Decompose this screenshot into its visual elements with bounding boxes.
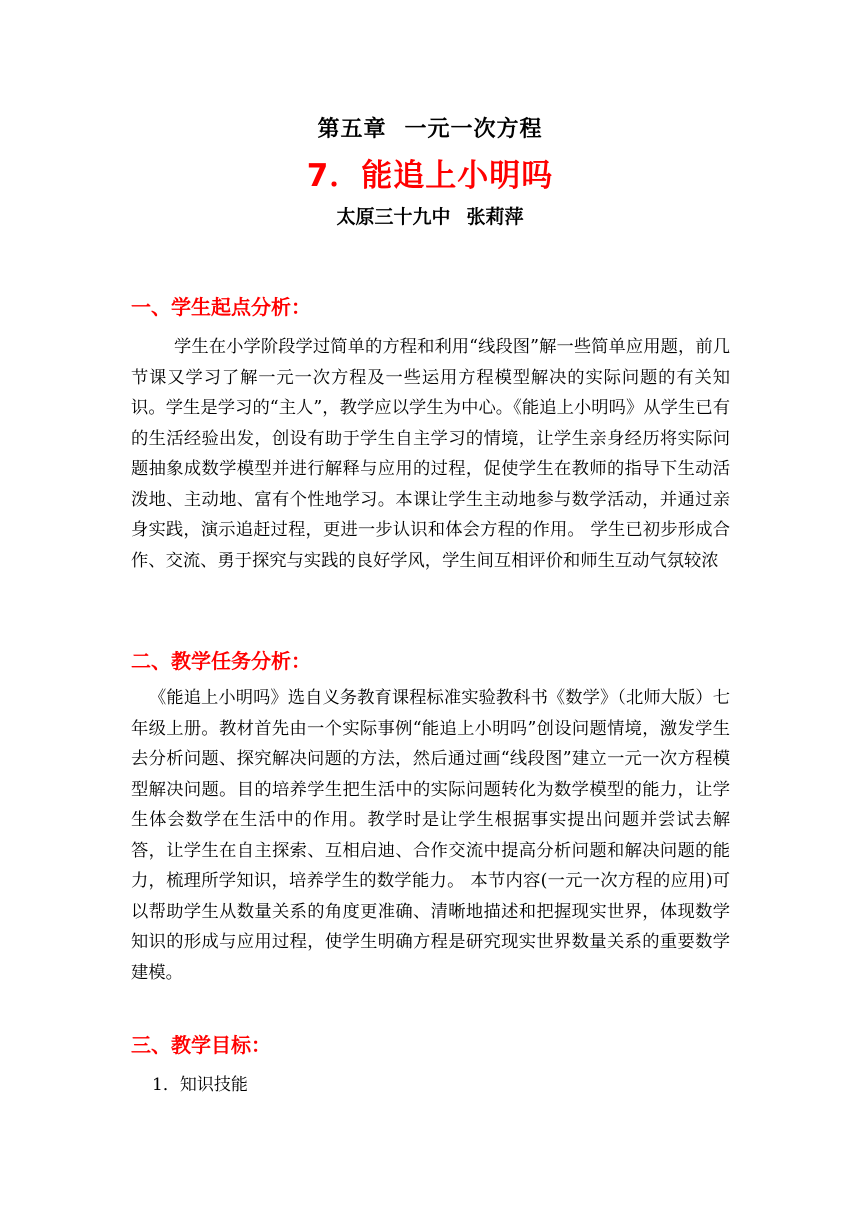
lesson-title: 7．能追上小明吗 [306, 158, 554, 194]
section-body-task-analysis: 《能追上小明吗》选自义务教育课程标准实验教科书《数学》（北师大版）七年级上册。教材首先由一个实际事例“能追上小明吗”创设问题情境，激发学生去分析问题、探究解决问题的方法，然后通过画“线段图”建立一元一次方程模型解决问题。目的培养学生把生活中的实际问题转化为数学模型的能力，让学生体会数学在生活中的作用。教学时是让学生根据事实提出问题并尝试去解答，让学生在自主探索、互相启迪、合作交流中提高分析问题和解决问题的能力，梳理所学知识，培养学生的数学能力。 本节内容(一元一次方程的应用)可以帮助学生从数量关系的角度更准确、清晰地描述和把握现实世界，体现数学知识的形成与应用过程，使学生明确方程是研究现实世界数量关系的重要数学建模。 [131, 688, 730, 983]
school-name: 太原三十九中 [336, 206, 451, 228]
chapter-name: 一元一次方程 [404, 117, 543, 142]
list-item-knowledge-skills: 1．知识技能 [152, 1075, 248, 1095]
section-body-student-analysis: 学生在小学阶段学过简单的方程和利用“线段图”解一些简单应用题，前几节课又学习了解一元一次方程及一些运用方程模型解决的实际问题的有关知识。学生是学习的“主人”，教学应以学生为中心。《能追上小明吗》从学生已有的生活经验出发，创设有助于学生自主学习的情境，让学生亲身经历将实际问题抽象成数学模型并进行解释与应用的过程，促使学生在教师的指导下生动活泼地、主动地、富有个性地学习。本课让学生主动地参与数学活动，并通过亲身实践，演示追赶过程，更进一步认识和体会方程的作用。 学生已初步形成合作、交流、勇于探究与实践的良好学风，学生间互相评价和师生互动气氛较浓 [131, 337, 730, 571]
section-heading-teaching-goals: 三、教学目标： [131, 1033, 271, 1057]
chapter-number: 第五章 [317, 117, 387, 142]
author-line [0, 202, 860, 229]
chapter-title [0, 112, 860, 143]
section-heading-student-analysis: 一、学生起点分析： [131, 295, 311, 319]
author-name: 张莉萍 [466, 206, 524, 228]
section-heading-task-analysis: 二、教学任务分析： [131, 649, 311, 673]
